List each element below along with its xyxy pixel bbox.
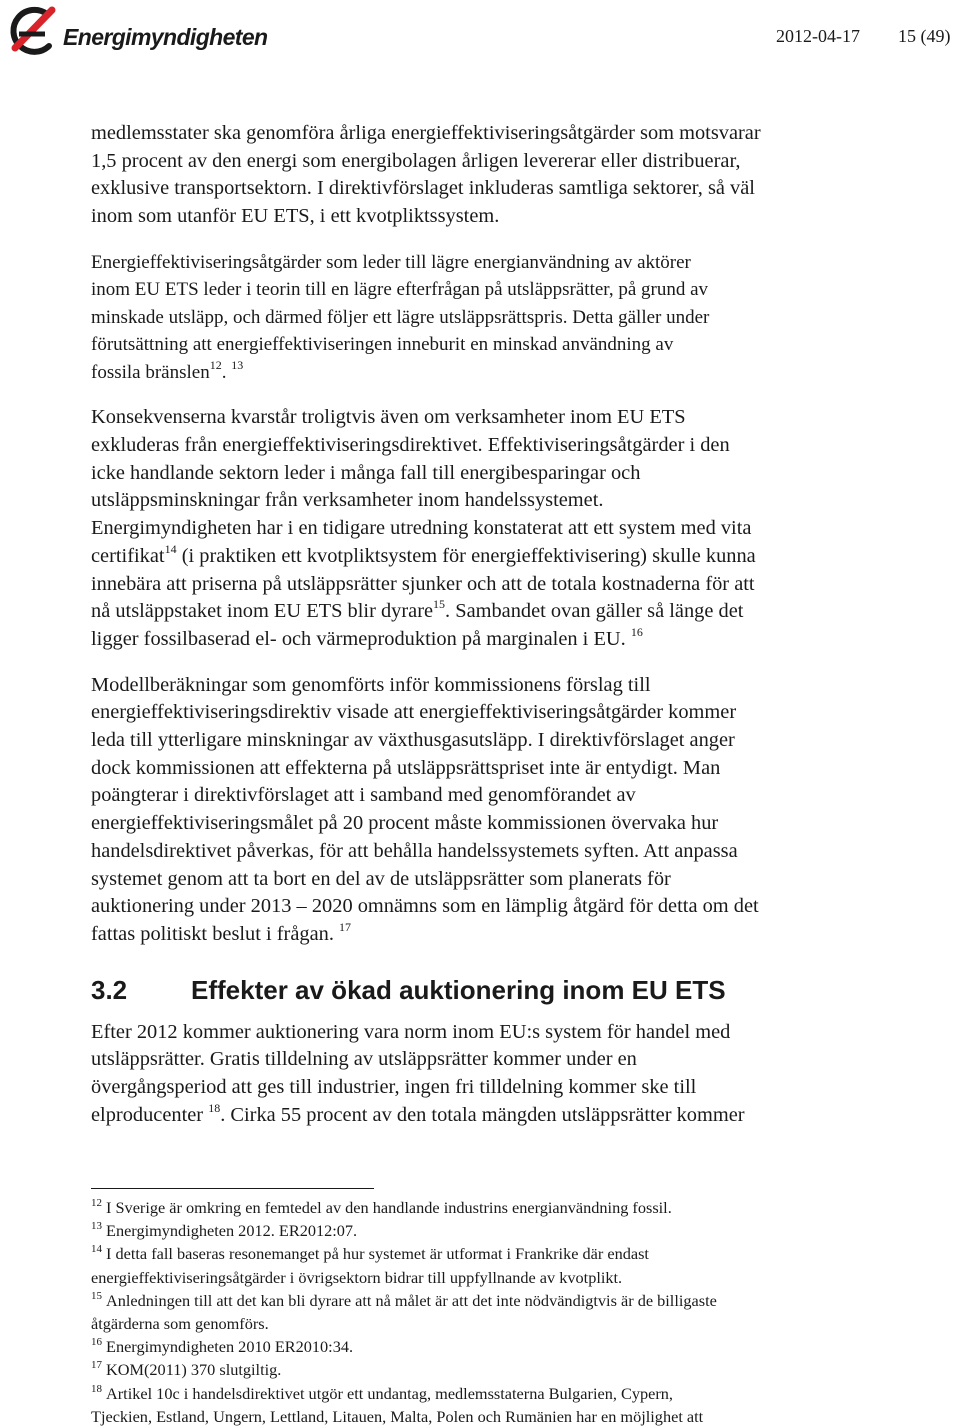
footnote-16 (91, 1335, 911, 1358)
text-line (91, 543, 891, 571)
footnote-number: 13 (91, 1220, 102, 1233)
footnote-15-cont: åtgärderna som genomförs. (91, 1314, 269, 1334)
page-number: 15 (49) (898, 26, 951, 46)
footnote-text: Anledningen till att det kan bli dyrare att nå målet är att det inte nödvändigtvis är de billigaste (106, 1290, 717, 1310)
footnote-text: KOM(2011) 370 slutgiltig. (106, 1360, 282, 1380)
footnote-number: 14 (91, 1243, 102, 1256)
text-line: 1,5 procent av den energi som energibolagen årligen levererar eller distribuerar, (91, 149, 741, 172)
text-line: auktionering under 2013 – 2020 omnämns som en lämplig åtgärd för detta om det (91, 895, 759, 918)
paragraph-6 (91, 1019, 891, 1130)
text-line: utsläppsrätter. Gratis tilldelning av utsläppsrätter kommer under en (91, 1048, 637, 1071)
text-line: Konsekvenserna kvarstår troligtvis även om verksamheter inom EU ETS (91, 406, 686, 429)
text-fragment: fossila bränslen (91, 361, 210, 383)
footnote-number: 16 (91, 1336, 102, 1349)
text-line: exklusive transportsektorn. I direktivförslaget inkluderas samtliga sektorer, så väl (91, 177, 755, 200)
text-line (91, 921, 891, 949)
footnote-number: 18 (91, 1382, 102, 1395)
text-line (91, 598, 891, 626)
footnote-15 (91, 1289, 911, 1312)
paragraph-5 (91, 672, 891, 949)
footnote-ref[interactable]: 12 (209, 357, 222, 372)
text-line: poängterar i direktivförslaget att i samband med genomförandet av (91, 784, 636, 807)
text-line: dock kommissionen att effekterna på utsläppsrättspriset inte är entydigt. Man (91, 756, 721, 779)
text-fragment: . Cirka 55 procent av den totala mängden utsläppsrätter kommer (220, 1103, 745, 1126)
text-fragment: ligger fossilbaserad el- och värmeproduktion på marginalen i EU. (91, 627, 626, 650)
text-fragment: fattas politiskt beslut i frågan. (91, 922, 334, 945)
text-fragment: elproducenter (91, 1103, 204, 1126)
text-fragment: certifikat (91, 544, 165, 567)
text-line: inom som utanför EU ETS, i ett kvotpliktssystem. (91, 205, 500, 228)
footnote-ref[interactable]: 15 (433, 597, 446, 612)
text-line: Efter 2012 kommer auktionering vara norm inom EU:s system för handel med (91, 1020, 731, 1043)
text-line: medlemsstater ska genomföra årliga energieffektiviseringsåtgärder som motsvarar (91, 122, 761, 144)
text-line: energieffektiviseringsmålet på 20 procent måste kommissionen övervaka hur (91, 812, 719, 835)
footnote-text: Energimyndigheten 2012. ER2012:07. (106, 1221, 358, 1241)
footnote-text: I detta fall baseras resonemanget på hur systemet är utformat i Frankrike där endast (106, 1244, 649, 1264)
text-line: Modellberäkningar som genomförts inför kommissionens förslag till (91, 673, 651, 696)
text-line: Energimyndigheten har i en tidigare utredning konstaterat att ett system med vita (91, 517, 752, 540)
document-body (91, 120, 891, 1147)
footnote-ref[interactable]: 17 (339, 919, 352, 934)
text-line: inom EU ETS leder i teorin till en lägre efterfrågan på utsläppsrätter, på grund av (91, 279, 709, 301)
text-line: utsläppsminskningar från verksamheter inom handelssystemet. (91, 489, 604, 512)
paragraph-3 (91, 404, 891, 515)
footnote-14-cont: energieffektiviseringsåtgärder i övrigsektorn bidrar till uppfyllnande av kvotplikt. (91, 1267, 623, 1287)
text-line: systemet genom att ta bort en del av de utsläppsrätter som planerats för (91, 867, 671, 890)
paragraph-4 (91, 515, 891, 654)
text-line: exkluderas från energieffektiviseringsdirektivet. Effektiviseringsåtgärder i den (91, 434, 730, 457)
energimyndigheten-logo (5, 4, 268, 60)
text-line: energieffektiviseringsdirektiv visade att energieffektiviseringsåtgärder kommer (91, 701, 737, 724)
section-heading (91, 973, 891, 1007)
text-line: handelsdirektivet påverkas, för att behålla handelssystemets syften. Att anpassa (91, 839, 738, 862)
footnote-number: 12 (91, 1197, 102, 1209)
text-line: Energieffektiviseringsåtgärder som leder till lägre energianvändning av aktörer (91, 251, 691, 273)
footnote-number: 17 (91, 1359, 102, 1372)
logo-text: Energimyndigheten (63, 24, 268, 50)
footnote-ref[interactable]: 16 (630, 624, 643, 639)
footnote-18 (91, 1382, 911, 1405)
text-line (91, 1102, 891, 1130)
footnote-12 (91, 1196, 911, 1219)
section-number: 3.2 (91, 974, 128, 1005)
text-line: övergångsperiod att ges till industrier, ingen fri tilldelning kommer ske till (91, 1076, 697, 1099)
footnote-17 (91, 1358, 911, 1381)
text-line: minskade utsläpp, och därmed följer ett lägre utsläppsrättspris. Detta gäller under (91, 306, 710, 328)
footnote-ref[interactable]: 18 (208, 1100, 221, 1115)
footnote-13 (91, 1219, 911, 1242)
footnotes (91, 1196, 911, 1428)
footnote-text: I Sverige är omkring en femtedel av den handlande industrins energianvändning fossil. (106, 1198, 672, 1217)
footnote-14 (91, 1242, 911, 1265)
footnote-ref[interactable]: 14 (164, 541, 177, 556)
text-fragment: . Sambandet ovan gäller så länge det (445, 600, 744, 623)
footnote-18-cont: Tjeckien, Estland, Ungern, Lettland, Litauen, Malta, Polen och Rumänien har en möjlighet att (91, 1406, 704, 1426)
footnote-text: Artikel 10c i handelsdirektivet utgör ett undantag, medlemsstaterna Bulgarien, Cypern, (106, 1383, 673, 1403)
document-date: 2012-04-17 (776, 26, 860, 46)
text-line: fossila bränslen$^{12}$. $^{13}$ (91, 357, 244, 383)
footnote-text: Energimyndigheten 2010 ER2010:34. (106, 1337, 354, 1357)
page-header (0, 0, 960, 70)
footnote-separator (91, 1188, 374, 1189)
text-fragment: (i praktiken ett kvotpliktsystem för energieffektivisering) skulle kunna (176, 544, 756, 567)
paragraph-1 (91, 120, 891, 231)
paragraph-2 (91, 249, 891, 387)
logo-mark-icon (5, 4, 61, 60)
footnote-ref[interactable]: 13 (231, 357, 244, 372)
text-line: förutsättning att energieffektiviseringen inneburit en minskad användning av (91, 334, 674, 356)
text-line: icke handlande sektorn leder i många fall till energibesparingar och (91, 461, 641, 484)
text-line: innebära att priserna på utsläppsrätter sjunker och att de totala kostnaderna för att (91, 572, 755, 595)
section-title: Effekter av ökad auktionering inom EU ETS (191, 974, 726, 1005)
text-line: leda till ytterligare minskningar av växthusgasutsläpp. I direktivförslaget anger (91, 729, 735, 752)
text-line (91, 626, 891, 654)
footnote-number: 15 (91, 1289, 102, 1302)
text-fragment: nå utsläppstaket inom EU ETS blir dyrare (91, 600, 434, 623)
